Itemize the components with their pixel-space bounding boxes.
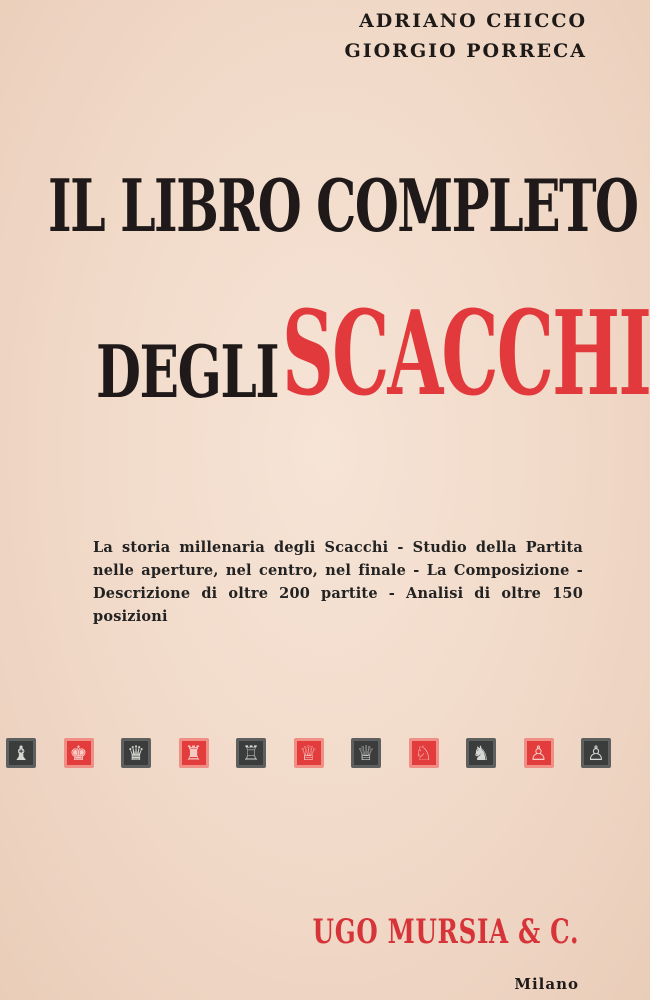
queen-icon: ♕ — [351, 738, 381, 768]
book-description: La storia millenaria degli Scacchi - Studio della Partita nelle aperture, nel centro, nel finale - La Composizione - Descrizione di oltre 200 partite - Analisi di oltre 150 posizioni — [93, 539, 583, 625]
chess-pieces-row — [6, 738, 611, 768]
knight-icon: ♞ — [466, 738, 496, 768]
authors-block — [345, 6, 588, 66]
title-highlight: SCACCHI — [282, 286, 650, 422]
bishop-icon: ♝ — [6, 738, 36, 768]
publisher-city: Milano — [514, 975, 579, 993]
author-name: GIORGIO PORRECA — [344, 40, 587, 62]
title-line-2: DEGLI — [96, 329, 279, 414]
title-line-1: IL LIBRO COMPLETO — [48, 163, 638, 248]
rook-icon: ♜ — [179, 738, 209, 768]
author-name: ADRIANO CHICCO — [359, 10, 587, 32]
king-icon: ♚ — [64, 738, 94, 768]
queen-icon: ♛ — [121, 738, 151, 768]
pawn-icon: ♙ — [524, 738, 554, 768]
publisher-name: UGO MURSIA & C. — [312, 912, 579, 952]
rook-icon: ♖ — [236, 738, 266, 768]
knight-icon: ♘ — [409, 738, 439, 768]
pawn-icon: ♙ — [581, 738, 611, 768]
queen-icon: ♕ — [294, 738, 324, 768]
